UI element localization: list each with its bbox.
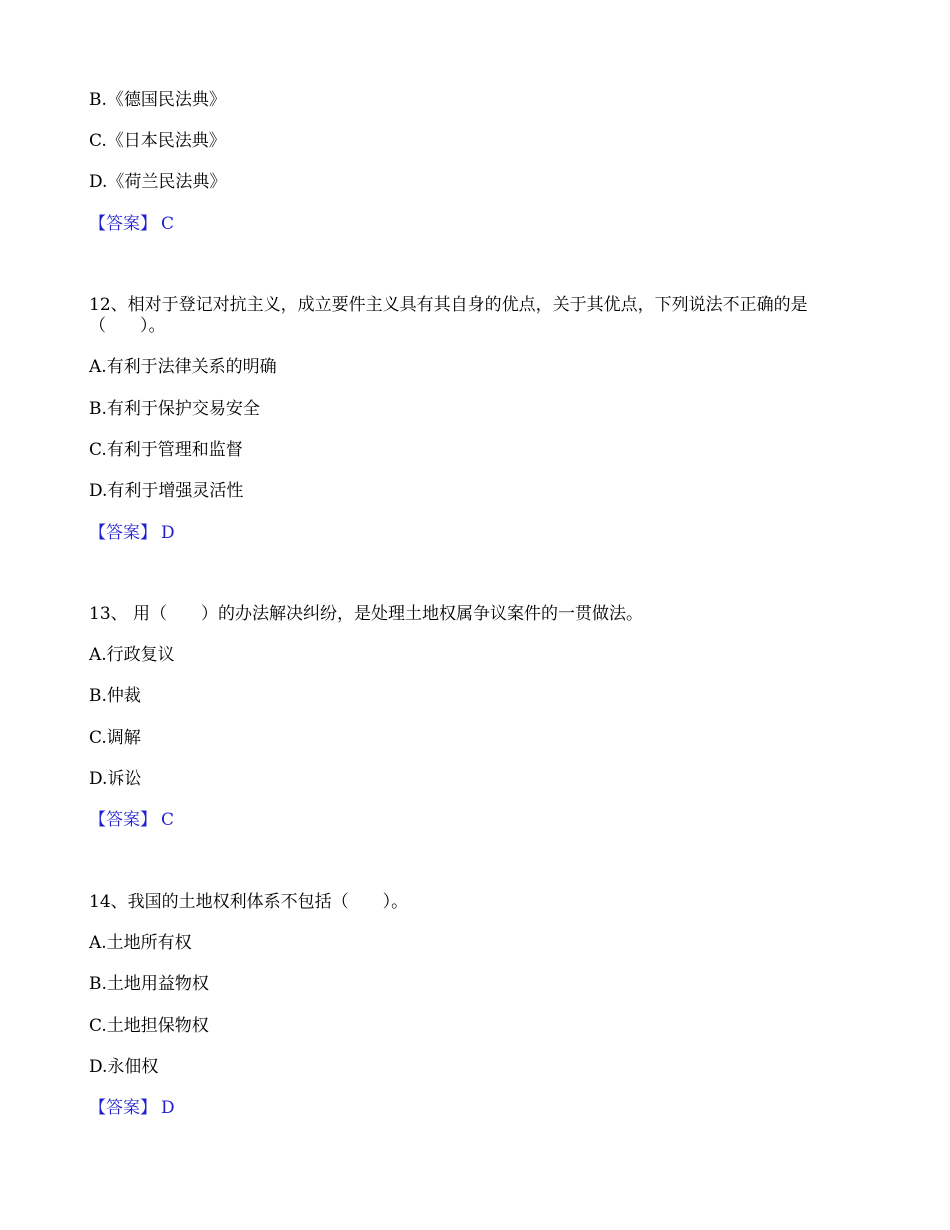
option-b: B.有利于保护交易安全 — [89, 399, 260, 419]
answer-line — [89, 1098, 175, 1119]
answer-value: C — [161, 214, 175, 234]
question-12-text: 12、相对于登记对抗主义，成立要件主义具有其自身的优点，关于其优点，下列说法不正确的是（ ）。 — [89, 295, 808, 336]
option-c: C.有利于管理和监督 — [89, 440, 243, 460]
option-d: D.有利于增强灵活性 — [89, 481, 244, 501]
answer-label: 【答案】 — [89, 810, 157, 830]
answer-value: C — [161, 810, 175, 830]
question-13-text: 13、 用（ ）的办法解决纠纷，是处理土地权属争议案件的一贯做法。 — [89, 604, 644, 624]
answer-line — [89, 523, 175, 544]
question-14-text: 14、我国的土地权利体系不包括（ ）。 — [89, 892, 409, 912]
answer-label: 【答案】 — [89, 214, 157, 234]
option-a: A.行政复议 — [89, 645, 175, 665]
option-a: A.土地所有权 — [89, 933, 192, 953]
option-d: D.永佃权 — [89, 1057, 159, 1077]
option-d: D.诉讼 — [89, 769, 142, 789]
answer-label: 【答案】 — [89, 523, 157, 543]
answer-line — [89, 810, 174, 831]
option-c: C.调解 — [89, 728, 141, 748]
option-c: C.《日本民法典》 — [89, 131, 226, 151]
option-b: B.《德国民法典》 — [89, 90, 226, 110]
answer-line — [89, 214, 174, 235]
option-a: A.有利于法律关系的明确 — [89, 357, 277, 377]
option-b: B.土地用益物权 — [89, 974, 209, 994]
answer-value: D — [161, 1098, 175, 1118]
option-c: C.土地担保物权 — [89, 1016, 209, 1036]
answer-value: D — [161, 523, 175, 543]
option-b: B.仲裁 — [89, 686, 141, 706]
answer-label: 【答案】 — [89, 1098, 157, 1118]
option-d: D.《荷兰民法典》 — [89, 172, 227, 192]
